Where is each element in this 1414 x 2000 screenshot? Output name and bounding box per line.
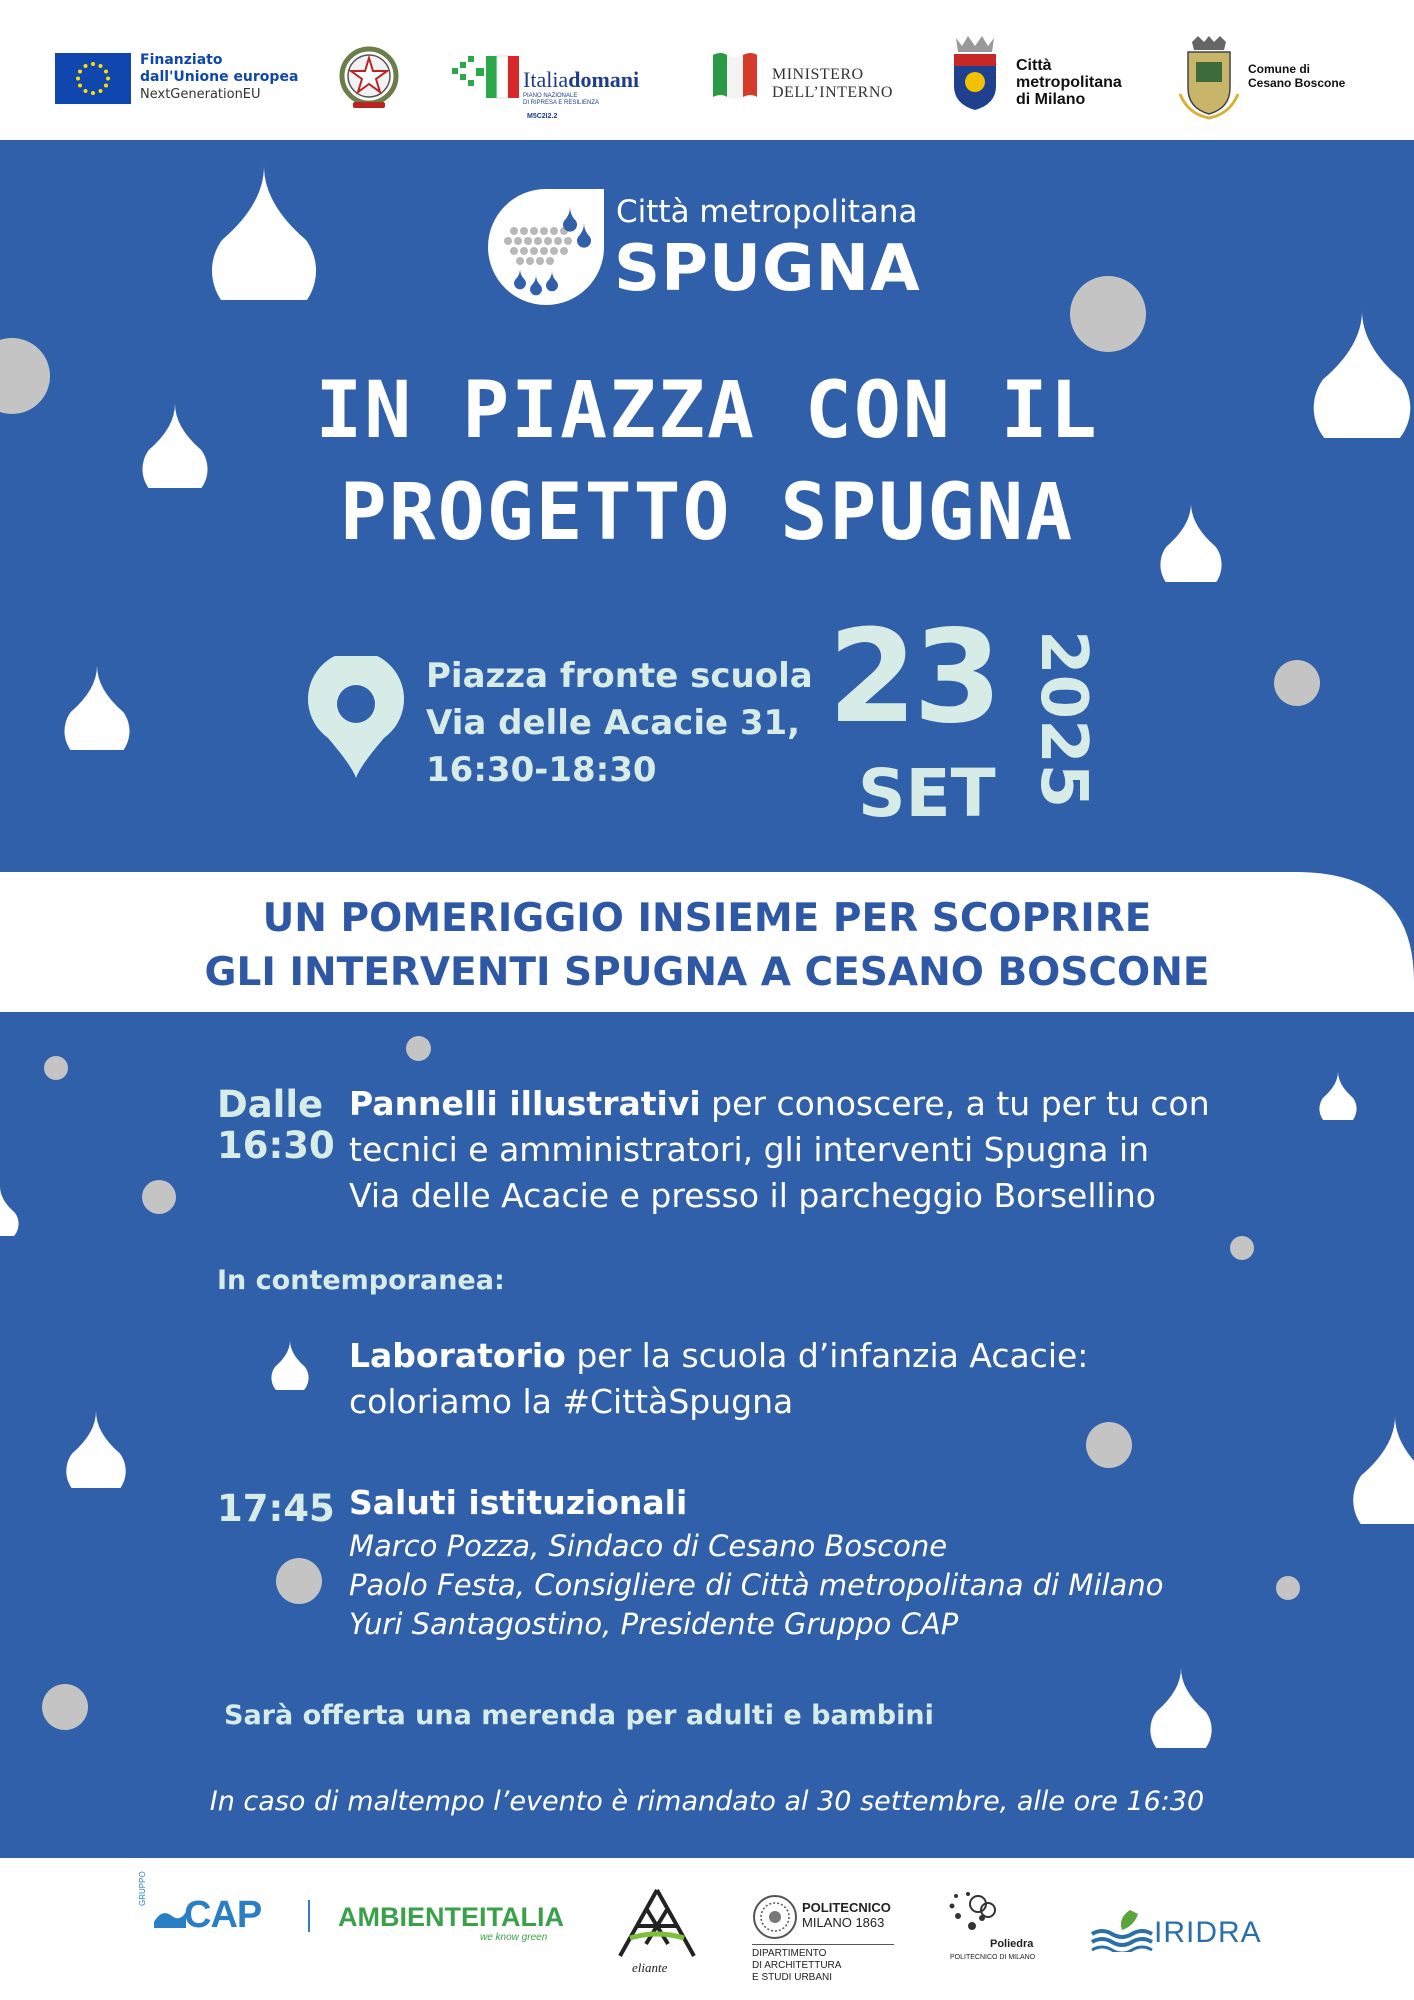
poliedra-logo-icon [948,1888,1004,1944]
place-line1: Piazza fronte scuola [426,656,813,696]
spugna-logo-icon [486,187,606,307]
location-pin-icon [306,656,406,781]
eu-stars-icon [55,53,131,104]
grey-dot [142,1180,176,1214]
cm-line1: Città [1016,57,1052,74]
poliedra-text: Poliedra [990,1938,1034,1950]
ministero-line2: DELL’INTERNO [772,84,893,101]
grey-dot [1276,1576,1300,1600]
grey-dot [44,1056,68,1080]
water-drop-icon [1350,1414,1414,1524]
lab-line2: coloriamo la #CittàSpugna [349,1382,794,1421]
grey-dot [276,1558,322,1604]
water-drop-icon [0,1184,20,1236]
top-logo-band [0,0,1414,140]
cap-wave-icon [152,1906,188,1930]
water-drop-icon [270,1338,310,1390]
ambiente-tagline: we know green [480,1932,548,1943]
iridra-text: IRIDRA [1154,1916,1262,1949]
eu-funding-text [140,52,298,103]
poliedra-subtext: POLITECNICO DI MILANO [950,1954,1036,1961]
cesano-boscone-coat-of-arms-icon [1178,34,1240,120]
ministero-text [772,66,893,102]
italiadomani-map-icon [450,50,520,106]
polimi-dept1: DIPARTIMENTO [752,1948,827,1959]
grey-dot [406,1036,431,1061]
italian-republic-emblem-icon [337,42,401,114]
water-drop-icon [64,1410,128,1488]
cb-line1: Comune di [1248,62,1310,76]
cb-line2: Cesano Boscone [1248,76,1346,90]
italian-flag-icon [711,49,759,101]
eu-line2: dall'Unione europea [140,69,299,85]
cm-line2: metropolitana [1016,74,1122,91]
ambiente-a: AMBIENTE [338,1902,479,1932]
polimi-dept [752,1948,841,1984]
eu-line1: Finanziato [140,52,223,68]
eu-line3: NextGenerationEU [140,87,261,102]
concurrent-label: In contemporanea: [217,1265,505,1296]
cap-logo-text: CAP [184,1894,262,1936]
italiadomani-code: M5C2I2.2 [527,113,558,120]
italiadomani-b: domani [568,67,640,92]
item1-line1 [349,1081,1210,1127]
lab-line1-rest: per la scuola d’infanzia Acacie: [565,1336,1089,1375]
citta-metropolitana-milano-text [1016,57,1122,108]
italiadomani-a: Italia [523,67,569,92]
item1-bold: Pannelli illustrativi [349,1084,701,1123]
italiadomani-sub1: PIANO NAZIONALE [523,93,578,99]
italiadomani-text [523,67,639,107]
event-time-range: 16:30-18:30 [426,750,657,790]
event-title-line1: IN PIAZZA CON IL [315,366,1099,456]
item2-title: Saluti istituzionali [349,1483,688,1522]
snack-note: Sarà offerta una merenda per adulti e bambini [224,1700,934,1731]
polimi-divider [752,1944,894,1945]
item1-line3: Via delle Acacie e presso il parcheggio Borsellino [349,1176,1156,1215]
grey-dot [42,1684,88,1730]
water-drop-icon [1148,1666,1214,1748]
iridra-logo-icon [1090,1908,1162,1952]
polimi-dept3: E STUDI URBANI [752,1972,833,1983]
cap-divider [308,1900,310,1932]
milano-coat-of-arms-icon [942,32,1008,112]
place-line2: Via delle Acacie 31, [426,703,801,743]
event-month: SET [858,755,996,832]
polimi-line2: MILANO 1863 [802,1915,885,1930]
ministero-line1: MINISTERO [772,66,864,83]
water-drop-icon [208,164,320,300]
grey-dot [1230,1236,1254,1260]
item1-time-a: Dalle [217,1083,324,1126]
grey-dot [1070,276,1146,352]
cap-group-label: GRUPPO [138,1871,147,1906]
lab-bold: Laboratorio [349,1336,566,1375]
item2-time: 17:45 [217,1487,335,1530]
eliante-text: eliante [632,1960,668,1975]
polimi-line1: POLITECNICO [802,1900,891,1915]
water-drop-icon [62,664,132,750]
subtitle-line1: UN POMERIGGIO INSIEME PER SCOPRIRE [262,896,1152,941]
water-drop-icon [1318,1070,1358,1120]
event-year: 2025 [1026,630,1100,809]
item1-time-b: 16:30 [217,1124,335,1167]
eu-flag-logo [55,53,131,104]
brand-small-text: Città metropolitana [616,194,918,230]
weather-note: In caso di maltempo l’evento è rimandato al 30 settembre, alle ore 16:30 [209,1786,1205,1817]
item1-line2: tecnici e amministratori, gli interventi Spugna in [349,1130,1150,1169]
polimi-dept2: DI ARCHITETTURA [752,1960,842,1971]
polimi-seal-icon [752,1894,798,1940]
ambiente-italia-logo [338,1902,564,1933]
grey-dot [1274,660,1320,706]
italiadomani-sub2: DI RIPRESA E RESILIENZA [523,100,600,106]
grey-dot [1086,1422,1132,1468]
subtitle-line2: GLI INTERVENTI SPUGNA A CESANO BOSCONE [204,950,1210,995]
brand-big-text: SPUGNA [614,232,921,306]
item1-time-label [217,1084,335,1166]
speaker-1: Marco Pozza, Sindaco di Cesano Boscone [349,1529,948,1563]
ambiente-b: ITALIA [479,1902,564,1932]
event-title-line2: PROGETTO SPUGNA [339,468,1075,558]
speaker-2: Paolo Festa, Consigliere di Città metropolitana di Milano [349,1568,1164,1602]
lab-line1 [349,1333,1088,1379]
partner-logo-band [0,1858,1414,2000]
speaker-3: Yuri Santagostino, Presidente Gruppo CAP [349,1607,959,1641]
cesano-boscone-text [1248,62,1345,90]
item1-line1-rest: per conoscere, a tu per tu con [700,1084,1210,1123]
event-day: 23 [828,603,999,752]
cm-line3: di Milano [1016,91,1086,108]
eliante-logo-icon [616,1886,698,1960]
